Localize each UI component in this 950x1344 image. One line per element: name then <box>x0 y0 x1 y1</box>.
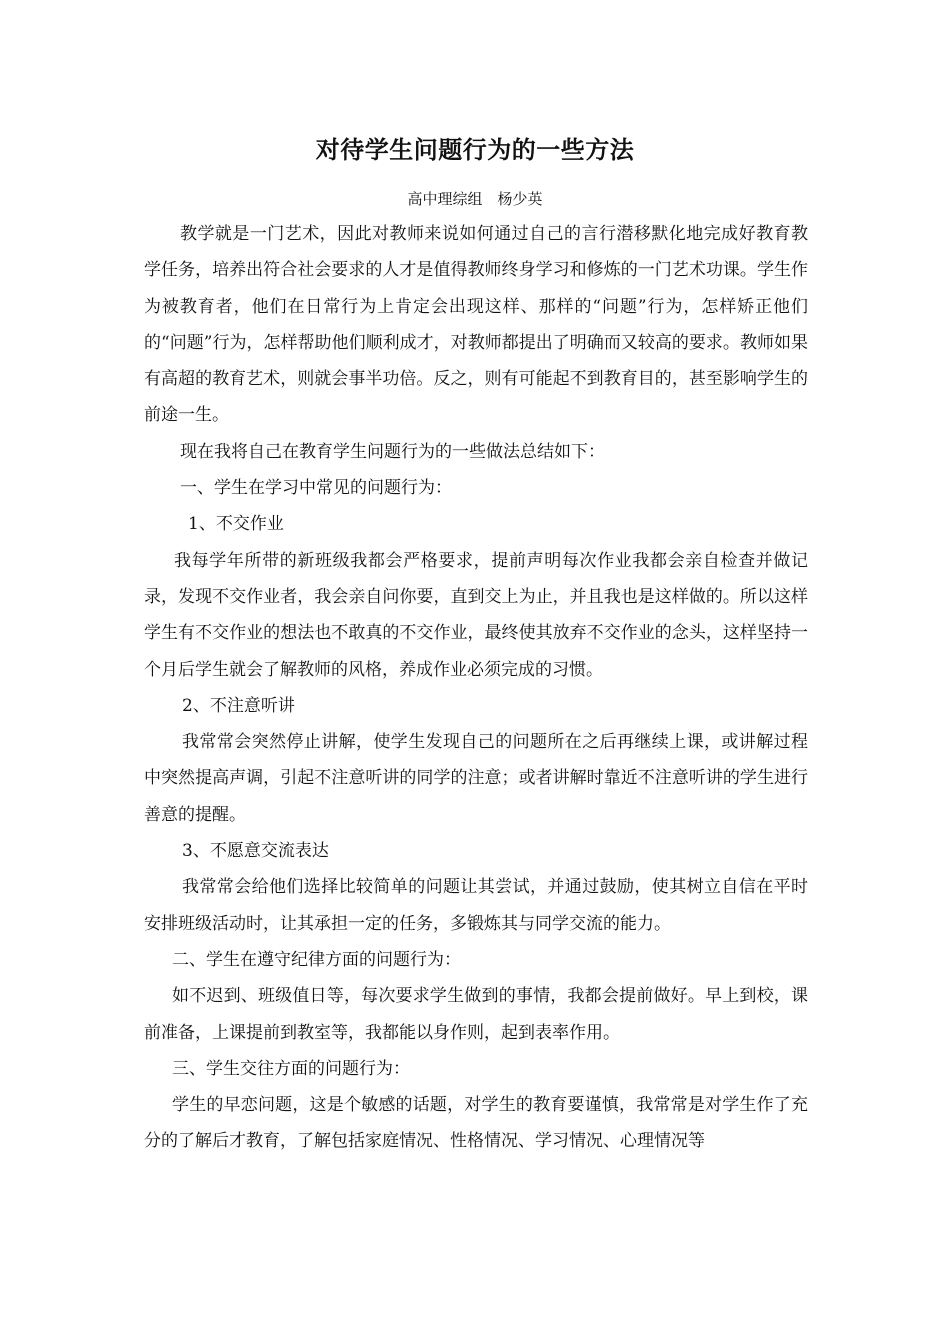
subheading-attention: 2、不注意听讲 <box>182 695 295 716</box>
subheading-homework: 1、不交作业 <box>188 514 284 535</box>
subheading-communication: 3、不愿意交流表达 <box>182 841 329 862</box>
document-author: 高中理综组 杨少英 <box>407 190 543 208</box>
section-heading-discipline: 二、学生在遵守纪律方面的问题行为： <box>172 949 461 970</box>
paragraph-intro: 教学就是一门艺术，因此对教师来说如何通过自己的言行潜移默化地完成好教育教学任务，培养出符合社会要求的人才是值得教师终身学习和修炼的一门艺术功课。学生作为被教育者，他们在日常行为上肯定会出现这样、那样的“问题”行为，怎样矫正他们的“问题”行为，怎样帮助他们顺利成才，对教师都提出了明确而又较高的要求。教师如果有高超的教育艺术，则就会事半功倍。反之，则有可能起不到教育目的，甚至影响学生的前途一生。 <box>144 224 808 426</box>
section-heading-relationships: 三、学生交往方面的问题行为： <box>172 1058 410 1079</box>
document-body <box>144 216 808 1160</box>
document-title: 对待学生问题行为的一些方法 <box>315 135 635 164</box>
paragraph-relationships: 学生的早恋问题，这是个敏感的话题，对学生的教育要谨慎，我常常是对学生作了充分的了解后才教育，了解包括家庭情况、性格情况、学习情况、心理情况等 <box>144 1095 808 1152</box>
section-heading-learning: 一、学生在学习中常见的问题行为： <box>180 478 452 499</box>
paragraph-communication: 我常常会给他们选择比较简单的问题让其尝试，并通过鼓励，使其树立自信在平时安排班级活动时，让其承担一定的任务，多锻炼其与同学交流的能力。 <box>144 877 808 934</box>
paragraph-homework: 我每学年所带的新班级我都会严格要求，提前声明每次作业我都会亲自检查并做记录，发现不交作业者，我会亲自问你要，直到交上为止，并且我也是这样做的。所以这样学生有不交作业的想法也不敢真的不交作业，最终使其放弃不交作业的念头，这样坚持一个月后学生就会了解教师的风格，养成作业必须完成的习惯。 <box>144 550 808 680</box>
paragraph-summary-lead: 现在我将自己在教育学生问题行为的一些做法总结如下： <box>180 441 605 462</box>
paragraph-discipline: 如不迟到、班级值日等，每次要求学生做到的事情，我都会提前做好。早上到校，课前准备，上课提前到教室等，我都能以身作则，起到表率作用。 <box>144 986 808 1043</box>
paragraph-attention: 我常常会突然停止讲解，使学生发现自己的问题所在之后再继续上课，或讲解过程中突然提高声调，引起不注意听讲的同学的注意；或者讲解时靠近不注意听讲的学生进行善意的提醒。 <box>144 732 808 825</box>
